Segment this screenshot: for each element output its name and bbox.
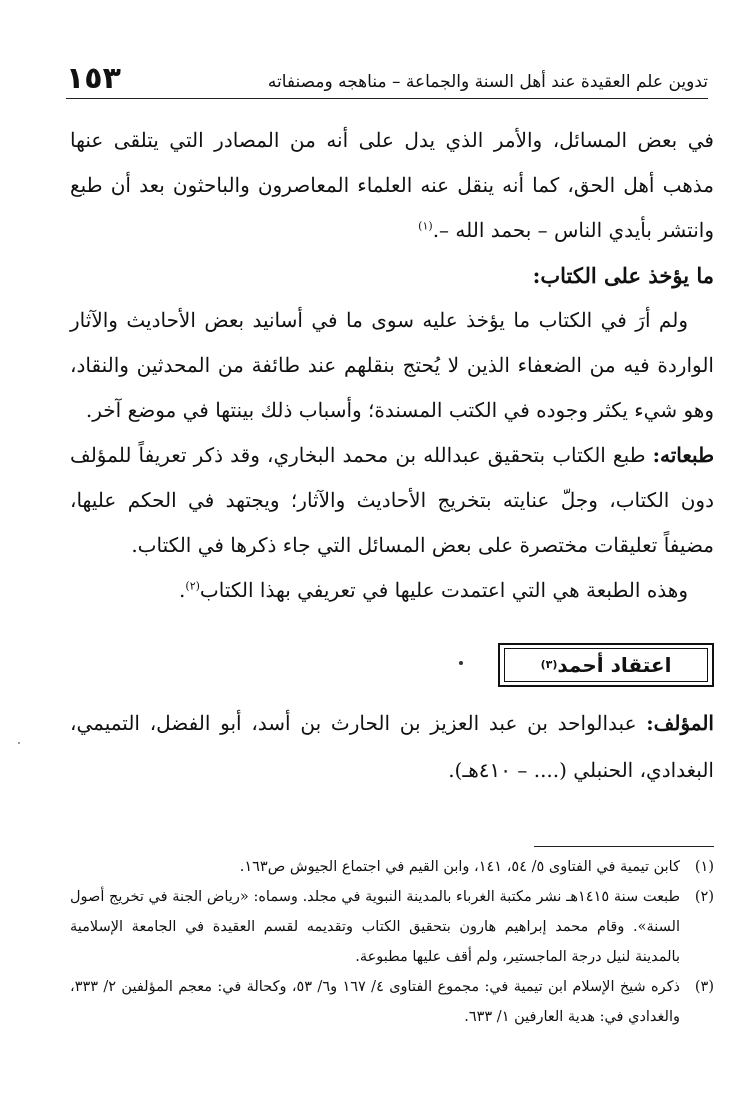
- footnote-text: كابن تيمية في الفتاوى ٥/ ٥٤، ١٤١، وابن القيم في اجتماع الجيوش ص١٦٣.: [239, 859, 680, 875]
- footnote-text: ذكره شيخ الإسلام ابن تيمية في: مجموع الفتاوى ٤/ ١٦٧ و٦/ ٥٣، وكحالة في: معجم المؤلفين ٢/ ٣٣٣، والغدادي في: هدية العارفين ١/ ٦٣٣.: [70, 979, 681, 1025]
- boxed-title-text: اعتقاد أحمد: [557, 653, 672, 677]
- margin-mark: [18, 742, 20, 744]
- paragraph: ولم أرَ في الكتاب ما يؤخذ عليه سوى ما في أسانيد بعض الأحاديث والآثار الواردة فيه من الضعفاء الذين لا يُحتج بنقلهم عند طائفة من المحدثين والنقاد، وهو شيء يكثر وجوده في الكتب المسندة؛ وأسباب ذلك بينتها في موضع آخر.: [70, 308, 714, 422]
- page-number: ١٥٣: [66, 61, 121, 96]
- editions-label: طبعاته:: [652, 443, 714, 467]
- paragraph-text: طبع الكتاب بتحقيق عبدالله بن محمد البخاري، وقد ذكر تعريفاً للمؤلف دون الكتاب، وجلّ عنايته بتخريج الأحاديث والآثار؛ ويجتهد في الحكم عليها، مضيفاً تعليقات مختصرة على بعض المسائل التي جاء ذكرها في الكتاب.: [70, 443, 714, 557]
- footnote-number: (٢): [694, 889, 714, 905]
- box-inner-frame: اعتقاد أحمد (٣): [504, 648, 708, 682]
- section-heading: ما يؤخذ على الكتاب:: [532, 263, 714, 288]
- paragraph: [70, 118, 714, 253]
- footnote-number: (١): [694, 859, 714, 875]
- author-label: المؤلف:: [646, 711, 714, 735]
- footnote-text: طبعت سنة ١٤١٥هـ نشر مكتبة الغرباء بالمدينة النبوية في مجلد. وسماه: «رياض الجنة في تخريج أصول السنة». وقام محمد إبراهيم هارون بتحقيق الكتاب وتقديمه لقسم العقيدة في الجامعة الإسلامية بالمدينة لنيل درجة الماجستير، ولم أقف عليها مطبوعة.: [70, 889, 681, 965]
- boxed-title: [498, 643, 714, 687]
- footnote: [70, 852, 714, 882]
- footnote-ref: (٢): [185, 579, 200, 593]
- paragraph: وهذه الطبعة هي التي اعتمدت عليها في تعريفي بهذا الكتاب$^{(٢)}$.: [179, 578, 688, 602]
- footnotes: [70, 852, 714, 1032]
- page-header: [66, 58, 708, 98]
- footnote: [70, 972, 714, 1032]
- author-text: عبدالواحد بن عبد العزيز بن الحارث بن أسد، أبو الفضل، التميمي، البغدادي، الحنبلي (.... – ٤١٠هـ).: [70, 711, 714, 782]
- main-text: [70, 118, 714, 613]
- paragraph-text: وهذه الطبعة هي التي اعتمدت عليها في تعريفي بهذا الكتاب: [199, 578, 688, 602]
- paragraph: [70, 433, 714, 568]
- footnote-rule: [534, 846, 714, 847]
- footnote-number: (٣): [694, 979, 714, 995]
- paragraph-text: في بعض المسائل، والأمر الذي يدل على أنه من المصادر التي يتلقى عنها مذهب أهل الحق، كما أنه ينقل عنه العلماء المعاصرون والباحثون بعد أن طبع وانتشر بأيدي الناس – بحمد الله –.: [70, 128, 714, 242]
- paragraph: [70, 700, 714, 794]
- footnote-ref: (١): [418, 219, 433, 233]
- author-block: [70, 700, 714, 794]
- header-rule: [66, 98, 708, 99]
- footnote: [70, 882, 714, 972]
- running-title: تدوين علم العقيدة عند أهل السنة والجماعة – مناهجه ومصنفاته: [267, 72, 708, 92]
- dot-mark: [459, 661, 463, 665]
